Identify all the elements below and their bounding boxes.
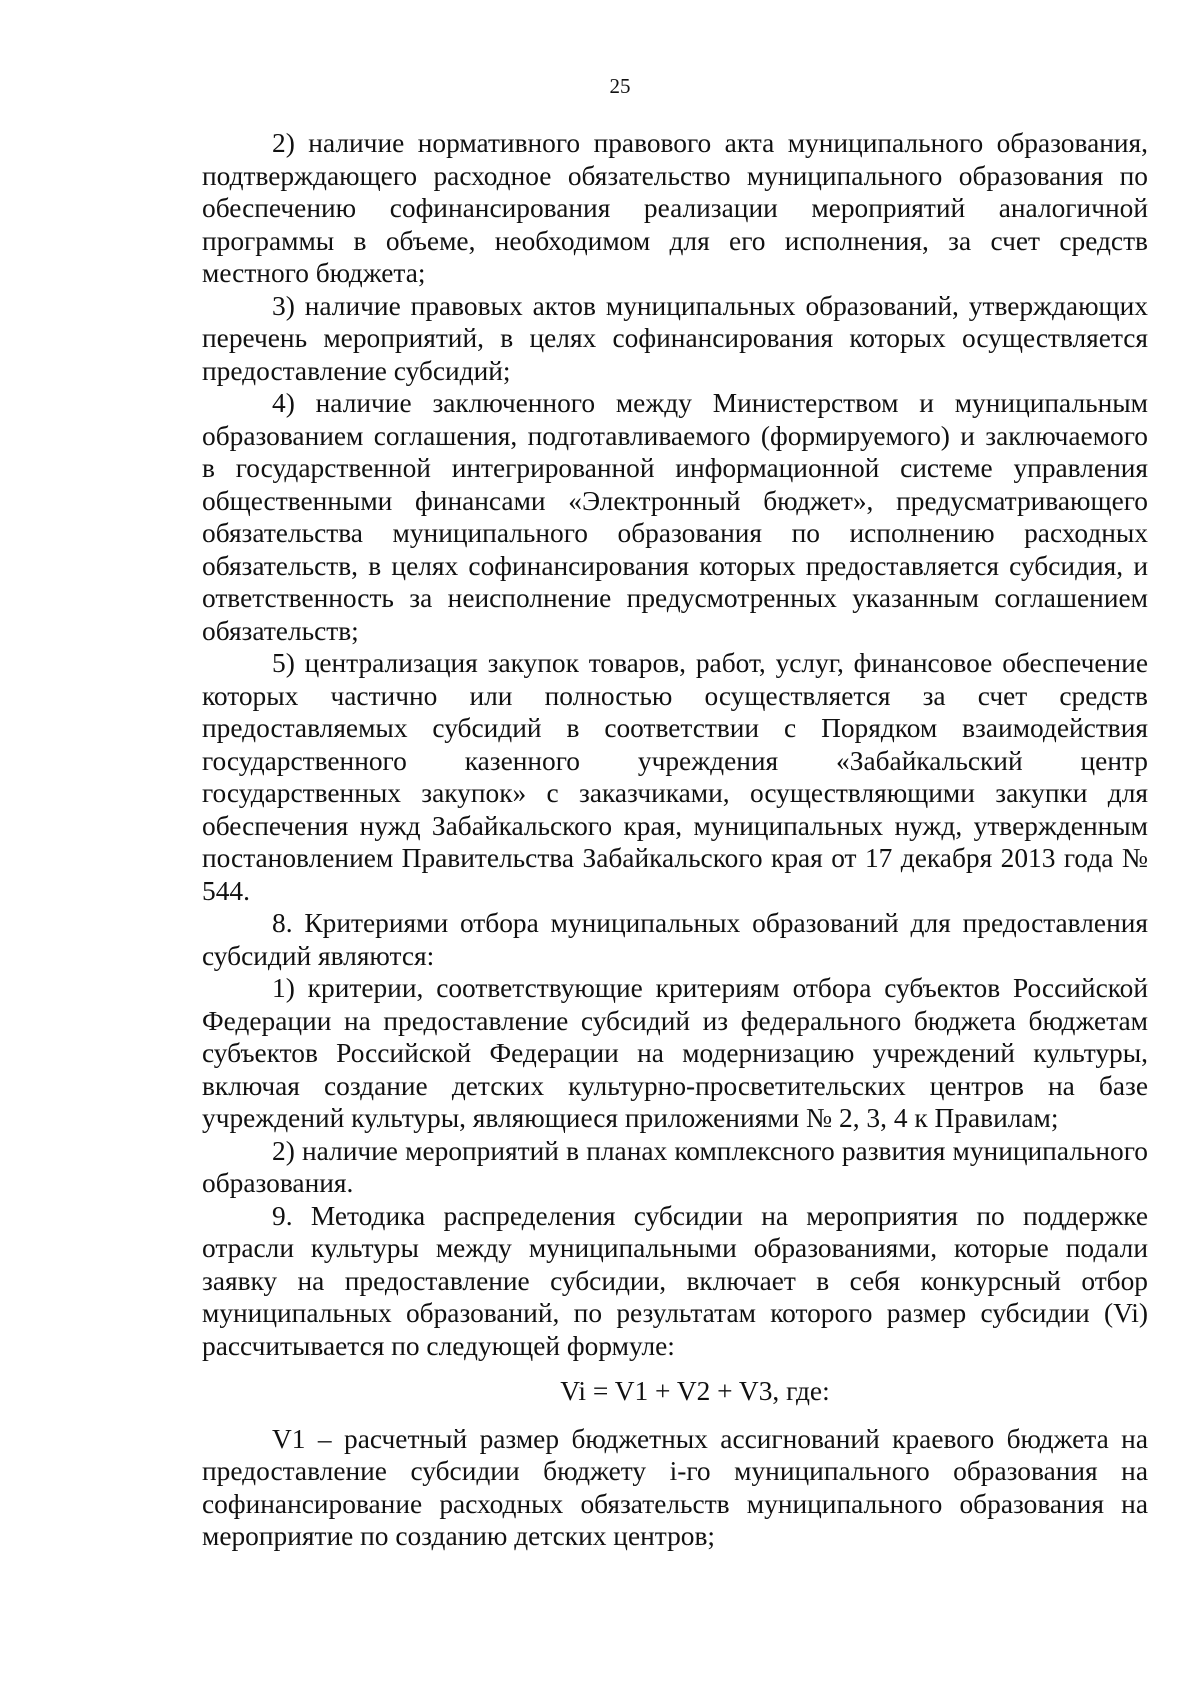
paragraph-section-8: 8. Критериями отбора муниципальных образований для предоставления субсидий являются: bbox=[202, 908, 1148, 971]
paragraph-section-9: 9. Методика распределения субсидии на мероприятия по поддержке отрасли культуры между муниципальными образованиями, которые подали заявку на предоставление субсидии, включает в себя конкурсный отбор муниципальных образований, по результатам которого размер субсидии (Vi) рассчитывается по следующей формуле: bbox=[202, 1200, 1148, 1361]
paragraph-criterion-1: 1) критерии, соответствующие критериям отбора субъектов Российской Федерации на предоставление субсидий из федерального бюджета бюджетам субъектов Российской Федерации на модернизацию учреждений культуры, включая создание детских культурно-просветительских центров на базе учреждений культуры, являющиеся приложениями № 2, 3, 4 к Правилам; bbox=[202, 973, 1148, 1133]
paragraph-item-2: 2) наличие нормативного правового акта муниципального образования, подтверждающего расходное обязательство муниципального образования по обеспечению софинансирования реализации мероприятий аналогичной программы в объеме, необходимом для его исполнения, за счет средств местного бюджета; bbox=[202, 128, 1148, 288]
formula: Vi = V1 + V2 + V3, где: bbox=[560, 1376, 830, 1406]
paragraph-item-3: 3) наличие правовых актов муниципальных образований, утверждающих перечень мероприятий, в целях софинансирования которых осуществляется предоставление субсидий; bbox=[202, 290, 1148, 386]
document-body bbox=[202, 127, 1148, 1553]
page-number: 25 bbox=[609, 74, 631, 98]
paragraph-criterion-2: 2) наличие мероприятий в планах комплексного развития муниципального образования. bbox=[202, 1135, 1148, 1198]
definition-v1: V1 – расчетный размер бюджетных ассигнований краевого бюджета на предоставление субсидии бюджету i-го муниципального образования на софинансирование расходных обязательств муниципального образования на мероприятие по созданию детских центров; bbox=[202, 1423, 1148, 1551]
paragraph-item-5: 5) централизация закупок товаров, работ, услуг, финансовое обеспечение которых частично или полностью осуществляется за счет средств предоставляемых субсидий в соответствии с Порядком взаимодействия государственного казенного учреждения «Забайкальский центр государственных закупок» с заказчиками, осуществляющими закупки для обеспечения нужд Забайкальского края, муниципальных нужд, утвержденным постановлением Правительства Забайкальского края от 17 декабря 2013 года № 544. bbox=[202, 648, 1148, 906]
paragraph-item-4: 4) наличие заключенного между Министерством и муниципальным образованием соглашения, подготавливаемого (формируемого) и заключаемого в государственной интегрированной информационной системе управления общественными финансами «Электронный бюджет», предусматривающего обязательства муниципального образования по исполнению расходных обязательств, в целях софинансирования которых предоставляется субсидия, и ответственность за неисполнение предусмотренных указанным соглашением обязательств; bbox=[202, 388, 1148, 646]
